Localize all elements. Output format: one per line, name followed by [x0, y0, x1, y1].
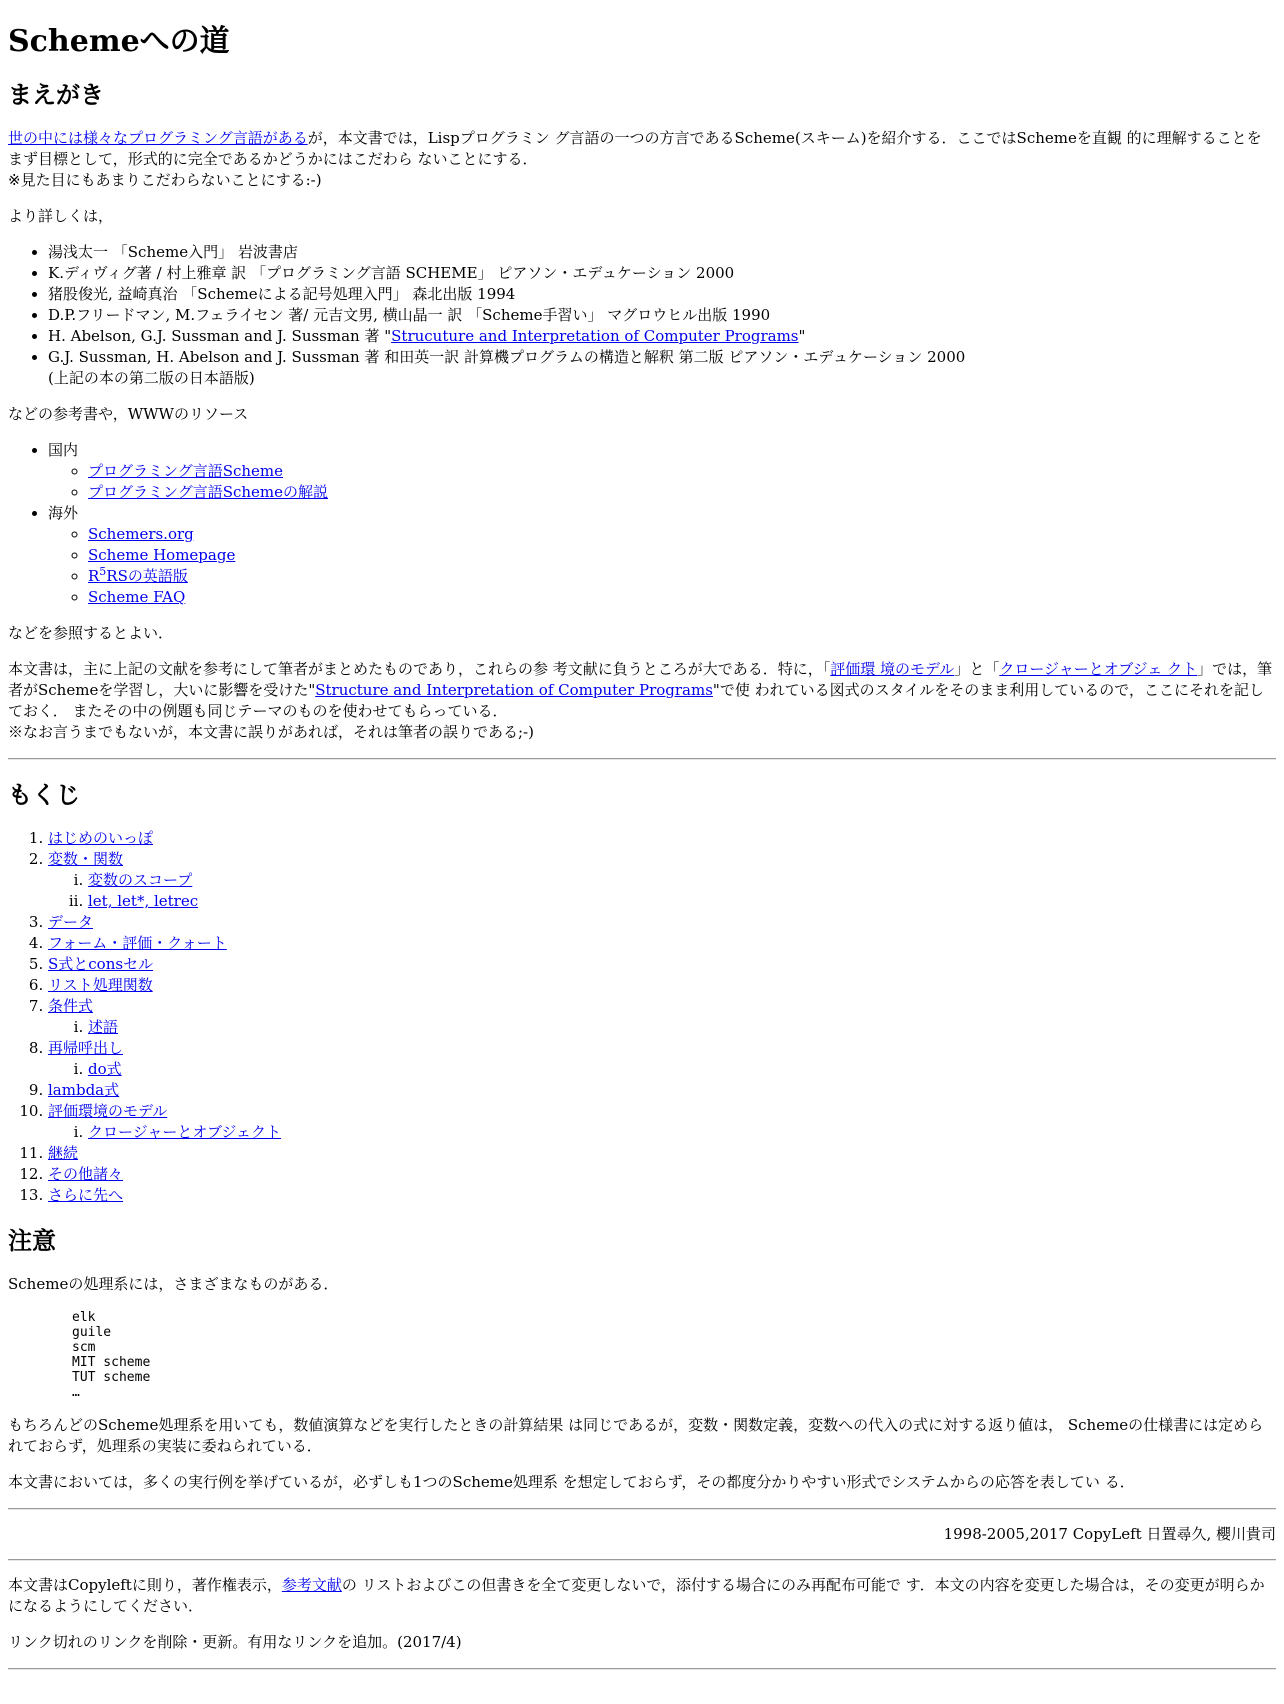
- eval-env-model-link[interactable]: 評価環 境のモデル: [830, 660, 955, 678]
- toc-item: [48, 954, 1276, 975]
- book-item: [48, 326, 1276, 347]
- overseas-link[interactable]: Scheme Homepage: [88, 546, 236, 564]
- toc-item: [48, 1185, 1276, 1206]
- domestic-link[interactable]: プログラミング言語Schemeの解説: [88, 483, 329, 501]
- toc-item: [48, 828, 1276, 849]
- more-info-text: より詳しくは，: [8, 207, 114, 225]
- book-item: • 湯浅太一 「Scheme入門」 岩波書店: [48, 242, 1276, 263]
- book-sicp-ja-note: (上記の本の第二版の日本語版): [48, 369, 255, 387]
- domestic-group: [48, 440, 1276, 503]
- toc-link[interactable]: S式とconsセル: [48, 955, 154, 973]
- overseas-link[interactable]: Schemers.org: [88, 525, 194, 543]
- overseas-group: [48, 503, 1276, 608]
- preface-heading: まえがき: [8, 80, 104, 109]
- books-list: [8, 242, 1276, 389]
- toc-item: [48, 996, 1276, 1038]
- copyright: 1998-2005,2017 CopyLeft 日置尋久, 櫻川貴司: [943, 1525, 1276, 1543]
- toc-link[interactable]: 変数のスコープ: [88, 871, 193, 889]
- domestic-link[interactable]: プログラミング言語Scheme: [88, 462, 284, 480]
- list-item: [88, 524, 1276, 545]
- closure-object-link[interactable]: クロージャーとオブジェ クト: [999, 660, 1198, 678]
- list-item: [88, 587, 1276, 608]
- notes-heading: 注意: [8, 1226, 56, 1255]
- update-note: リンク切れのリンクを削除・更新。有用なリンクを追加。(2017/4): [8, 1633, 462, 1651]
- toc-link[interactable]: 変数・関数: [48, 850, 124, 868]
- domestic-label: 国内: [48, 441, 79, 459]
- preface-para2: 本文書は，主に上記の文献を参考にして筆者がまとめたものであり，これらの参 考文献に負うところが大である．特に，「評価環 境のモデル」と「クロージャーとオブジェ クト」では，筆者がSchemeを学習し，大いに影響を受けた"Structure and Interpretation of Computer Programs"で使 われている図式のスタイルをそのまま利用しているので，ここにそれを記しておく． またその中の例題も同じテーマのものを使わせてもらっている． ※なお言うまでもないが，本文書に誤りがあれば，それは筆者の誤りである;-): [8, 660, 1273, 741]
- overseas-label: 海外: [48, 504, 79, 522]
- list-item: [88, 461, 1276, 482]
- references-link[interactable]: 参考文献: [281, 1576, 342, 1594]
- web-resources-list: [8, 440, 1276, 608]
- preface-intro-text: が，本文書では，Lispプログラミン グ言語の一つの方言であるScheme(スキーム)を紹介する．ここではSchemeを直観 的に理解することをまず目標として，形式的に完全であるかどうかにはこだわら ないことにする．: [8, 129, 1262, 168]
- toc-subitem: [88, 1059, 1276, 1080]
- book-item: [48, 347, 1276, 389]
- list-item: [88, 566, 1276, 587]
- toc-list: [8, 828, 1276, 1206]
- languages-link[interactable]: 世の中には様々なプログラミング言語がある: [8, 129, 308, 147]
- toc-item: [48, 912, 1276, 933]
- toc-link[interactable]: let, let*, letrec: [88, 892, 199, 910]
- toc-link[interactable]: はじめのいっぽ: [48, 829, 154, 847]
- preface-intro: [8, 128, 1276, 191]
- divider: [8, 1668, 1276, 1670]
- toc-link[interactable]: その他諸々: [48, 1165, 124, 1183]
- r5rs-link[interactable]: R$^5$RSの英語版: [88, 565, 188, 585]
- toc-link[interactable]: クロージャーとオブジェクト: [88, 1123, 282, 1141]
- toc-link[interactable]: 述語: [88, 1018, 119, 1036]
- toc-link[interactable]: do式: [88, 1060, 122, 1078]
- notes-para2: 本文書においては，多くの実行例を挙げているが，必ずしも1つのScheme処理系 を想定しておらず，その都度分かりやすい形式でシステムからの応答を表してい る．: [8, 1473, 1135, 1491]
- book-sicp-suffix: ": [798, 327, 806, 345]
- toc-link[interactable]: さらに先へ: [48, 1186, 124, 1204]
- divider: [8, 758, 1276, 760]
- notes-para1: もちろんどのScheme処理系を用いても，数値演算などを実行したときの計算結果 は同じであるが，変数・関数定義，変数への代入の式に対する返り値は， Schemeの仕様書には定められておらず，処理系の実装に委ねられている．: [8, 1416, 1264, 1455]
- book-item: • K.ディヴィグ著 / 村上雅章 訳 「プログラミング言語 SCHEME」 ピアソン・エデュケーション 2000: [48, 263, 1276, 284]
- toc-item: [48, 1143, 1276, 1164]
- toc-link[interactable]: 継続: [48, 1144, 79, 1162]
- preface-intro-note: ※見た目にもあまりこだわらないことにする:-): [8, 171, 322, 189]
- license-text: 本文書はCopyleftに則り，著作権表示，参考文献の リストおよびこの但書きを全て変更しないで，添付する場合にのみ再配布可能で す．本文の内容を変更した場合は，その変更が明らかになるようにしてください．: [8, 1576, 1265, 1615]
- toc-item: [48, 1101, 1276, 1143]
- toc-subitem: [88, 1122, 1276, 1143]
- list-item: [88, 482, 1276, 503]
- toc-link[interactable]: lambda式: [48, 1081, 120, 1099]
- book-item: • 猪股俊光, 益崎真治 「Schemeによる記号処理入門」 森北出版 1994: [48, 284, 1276, 305]
- toc-item: [48, 1080, 1276, 1101]
- toc-heading: もくじ: [8, 780, 80, 809]
- sicp-link-2[interactable]: Structure and Interpretation of Computer Programs: [315, 681, 713, 699]
- divider: [8, 1559, 1276, 1561]
- book-sicp-ja: G.J. Sussman, H. Abelson and J. Sussman 著 和田英一訳 計算機プログラムの構造と解釈 第二版 ピアソン・エデュケーション 2000: [48, 348, 966, 366]
- notes-intro: Schemeの処理系には，さまざまなものがある．: [8, 1275, 339, 1293]
- list-item: [88, 545, 1276, 566]
- toc-item: [48, 849, 1276, 912]
- toc-subitem: [88, 1017, 1276, 1038]
- toc-item: [48, 933, 1276, 954]
- toc-link[interactable]: 条件式: [48, 997, 94, 1015]
- divider: [8, 1508, 1276, 1510]
- toc-link[interactable]: データ: [48, 913, 94, 931]
- page-title: Schemeへの道: [8, 24, 230, 59]
- toc-link[interactable]: 再帰呼出し: [48, 1039, 124, 1057]
- refs-intro-text: などの参考書や，WWWのリソース: [8, 405, 249, 423]
- implementations-list: elk guile scm MIT scheme TUT scheme …: [72, 1310, 151, 1400]
- toc-item: [48, 975, 1276, 996]
- book-item: • D.P.フリードマン, M.フェライセン 著/ 元吉文男, 横山晶一 訳 「Scheme手習い」 マグロウヒル出版 1990: [48, 305, 1276, 326]
- toc-link[interactable]: リスト処理関数: [48, 976, 153, 994]
- toc-subitem: [88, 891, 1276, 912]
- sicp-link[interactable]: Strucuture and Interpretation of Computer Programs: [391, 327, 799, 345]
- toc-item: [48, 1164, 1276, 1185]
- toc-link[interactable]: 評価環境のモデル: [48, 1102, 168, 1120]
- preface-para2-note: ※なお言うまでもないが，本文書に誤りがあれば，それは筆者の誤りである;-): [8, 723, 534, 741]
- overseas-link[interactable]: Scheme FAQ: [88, 588, 186, 606]
- book-sicp-prefix: H. Abelson, G.J. Sussman and J. Sussman 著 ": [48, 327, 392, 345]
- refs-outro-text: などを参照するとよい．: [8, 624, 174, 642]
- toc-subitem: [88, 870, 1276, 891]
- toc-item: [48, 1038, 1276, 1080]
- toc-link[interactable]: フォーム・評価・クォート: [48, 934, 227, 952]
